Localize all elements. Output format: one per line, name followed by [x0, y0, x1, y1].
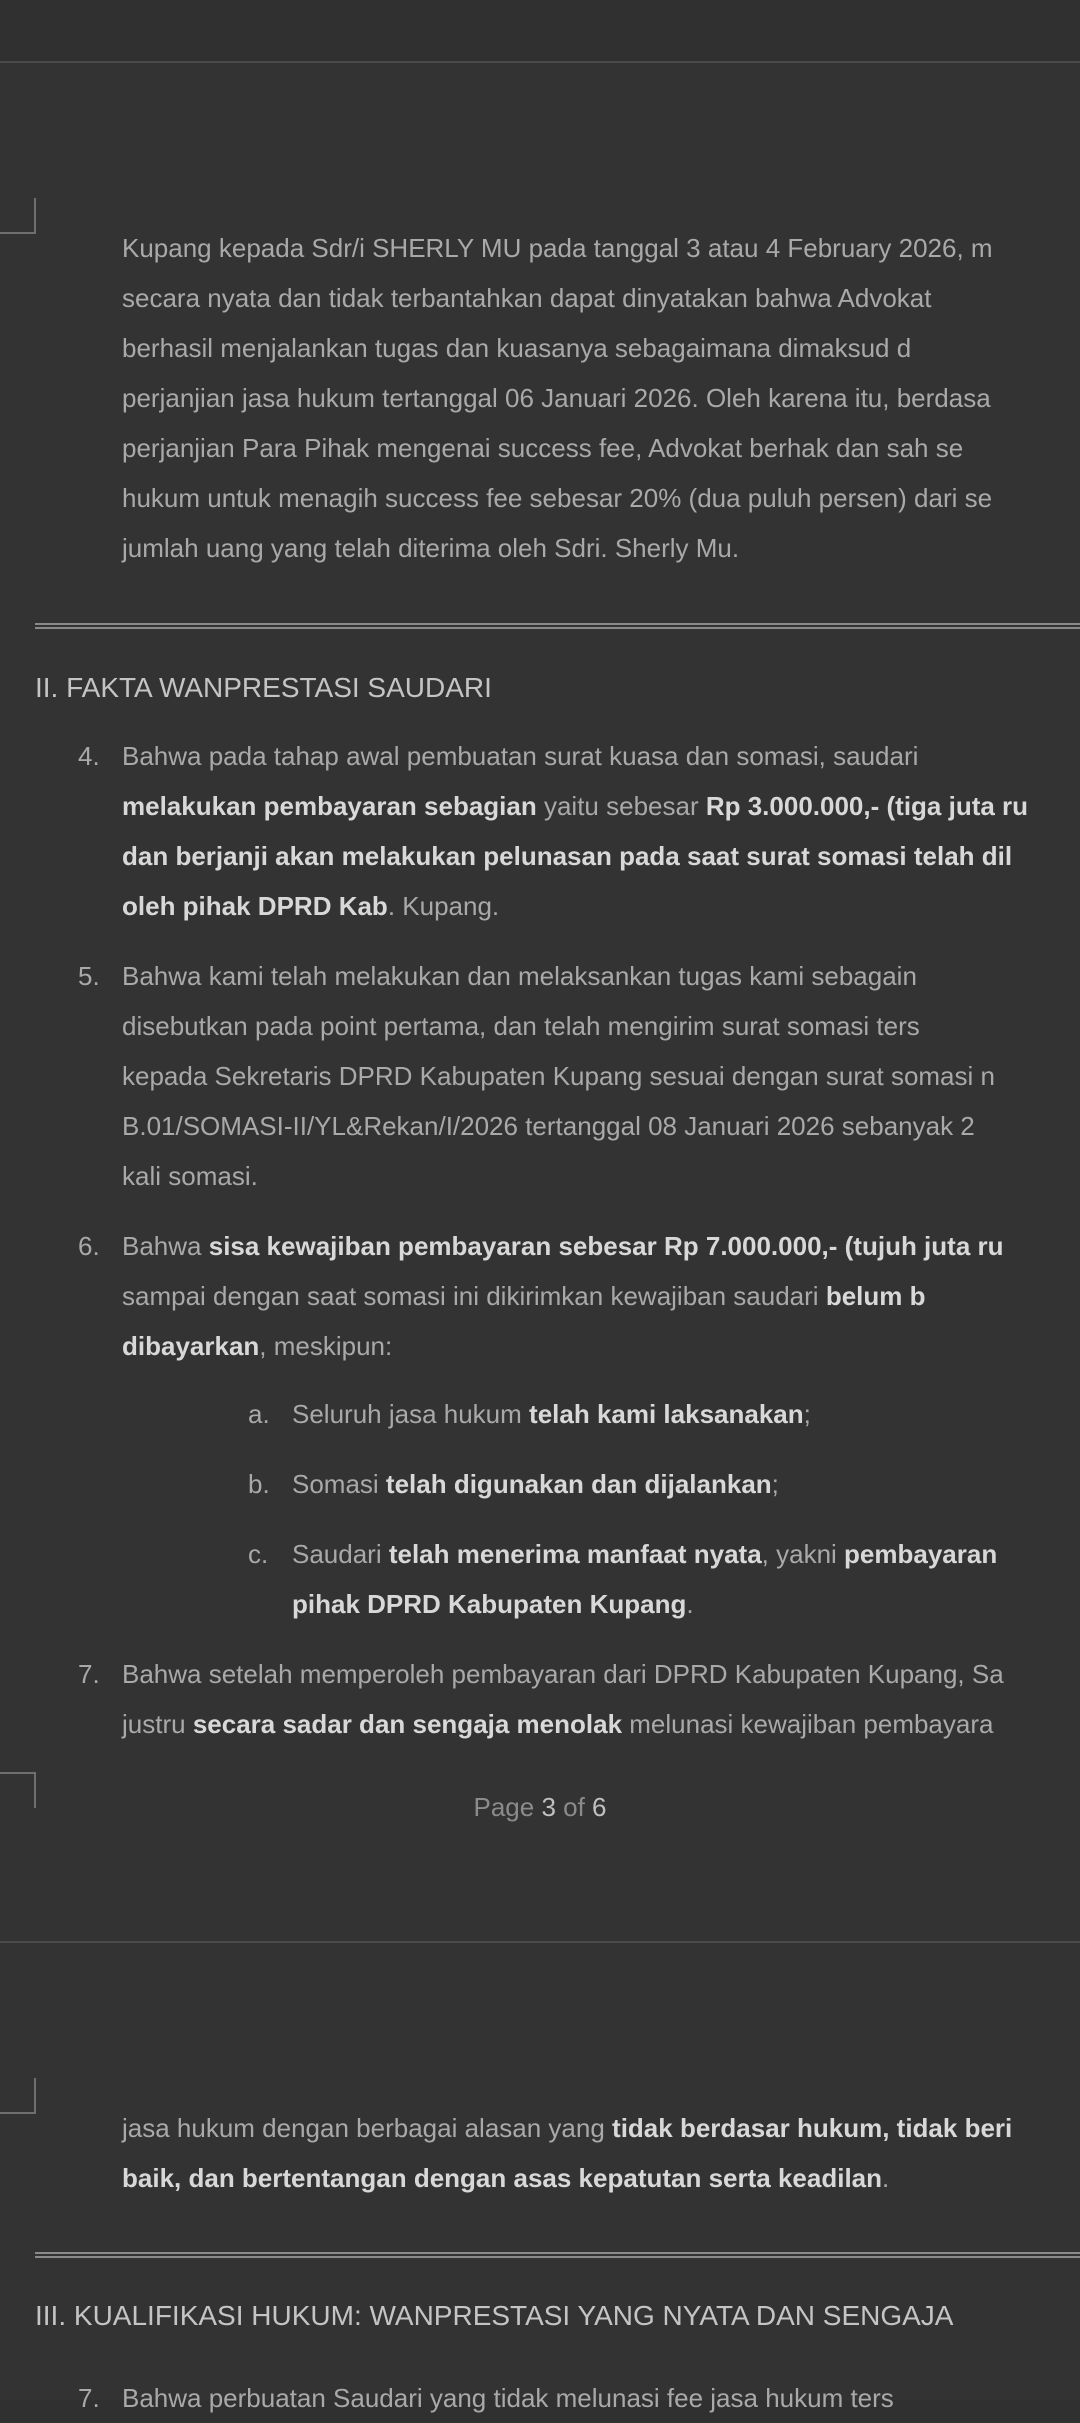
horizontal-rule — [35, 2252, 1080, 2258]
section-heading-fakta: II. FAKTA WANPRESTASI SAUDARI — [35, 672, 492, 703]
page-number-footer: Page 3 of 6 — [473, 1792, 607, 1822]
horizontal-rule — [35, 623, 1080, 629]
paragraph-continuation-page-4: jasa hukum dengan berbagai alasan yang tidak berdasar hukum, tidak beri baik, dan bertentangan dengan asas kepatutan serta keadilan. — [122, 2113, 1013, 2193]
page-margin-marker — [0, 2078, 36, 2114]
page-separator-top — [0, 61, 1080, 63]
page-margin-marker — [0, 198, 36, 234]
paragraph-continuation: Kupang kepada Sdr/i SHERLY MU pada tanggal 3 atau 4 February 2026, m secara nyata dan tidak terbantahkan dapat dinyatakan bahwa Advokat berhasil menjalankan tugas dan kuasanya sebagaimana dimaksud d perjanjian jasa hukum tertanggal 06 Januari 2026. Oleh karena itu, berdasa perjanjian Para Pihak mengenai success fee, Advokat berhak dan sah se hukum untuk menagih success fee sebesar 20% (dua puluh persen) dari se jumlah uang yang telah diterima oleh Sdri. Sherly Mu. — [122, 233, 993, 563]
section-heading-kualifikasi: III. KUALIFIKASI HUKUM: WANPRESTASI YANG NYATA DAN SENGAJA — [35, 2300, 954, 2331]
